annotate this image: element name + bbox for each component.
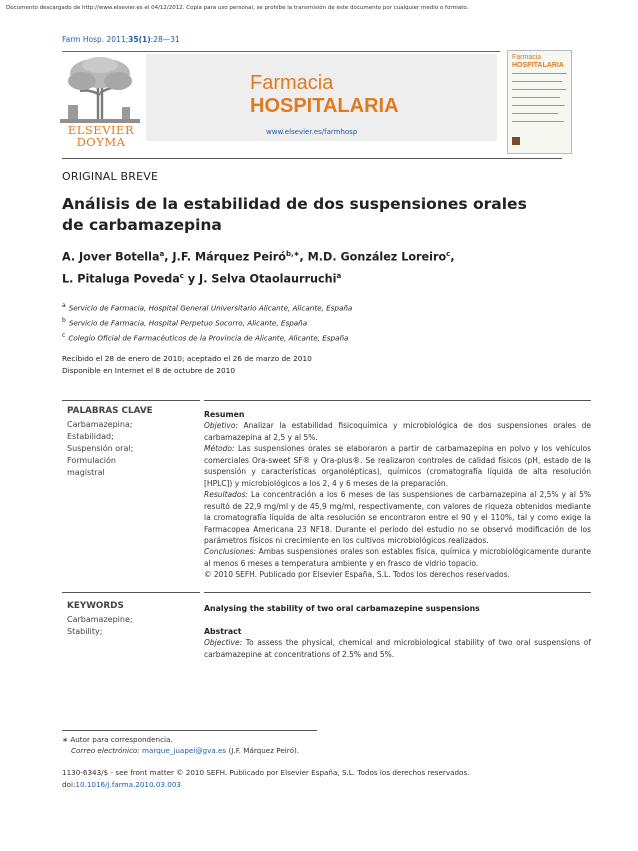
journal-name-line1: Farmacia	[250, 72, 334, 94]
keywords-en-list	[67, 614, 197, 638]
objetivo-label: Objetivo:	[204, 421, 238, 431]
correspondence-footnote	[62, 734, 299, 756]
elsevier-tree-icon	[60, 55, 140, 123]
author-name: M.D. González Loreiro	[307, 250, 447, 264]
author-separator: ,	[299, 250, 308, 264]
resultados-text: La concentración a los 6 meses de las suspensiones de carbamazepina al 2,5% y al 5% resultó de 22,9 mg/ml y de 45,9 mg/ml, respectivamente, con valores de riqueza obtenidos mediante la cromatografía líquida de alta resolución se encontraron entre el 90 y el 110%, tal y como exige la Farmacopea Americana 23 NF18. Durante el período del estudio no se observó modificación de los parámetros físicos ni crecimiento en los cultivos microbiológicos realizados.	[204, 490, 591, 545]
keyword-item: Carbamazepine;	[67, 615, 133, 624]
keywords-en-heading: KEYWORDS	[67, 601, 124, 611]
cover-text-line	[512, 97, 560, 98]
journal-name-line2: HOSPITALARIA	[250, 95, 399, 117]
received-date: Recibido el 28 de enero de 2010; aceptado el 26 de marzo de 2010	[62, 354, 312, 363]
objective-label: Objective:	[204, 638, 243, 648]
footnote-text: Autor para correspondencia.	[70, 735, 173, 744]
keywords-divider	[62, 592, 200, 593]
doi-line	[62, 779, 469, 791]
affiliation-list	[62, 300, 502, 345]
abstract-resultados	[204, 489, 591, 546]
author-affil-mark: c	[446, 250, 451, 258]
keyword-item: Formulación	[67, 456, 116, 465]
publisher-name-line2: DOYMA	[76, 135, 126, 149]
author-separator: y	[183, 272, 200, 286]
email-owner: (J.F. Márquez Peiró).	[228, 746, 300, 755]
abstract-en-title: Analysing the stability of two oral carbamazepine suspensions	[204, 604, 480, 613]
cover-title-line1: Farmacia	[512, 54, 542, 61]
email-label: Correo electrónico:	[71, 746, 140, 755]
cover-text-line	[512, 113, 558, 114]
online-date: Disponible en Internet el 8 de octubre de 2010	[62, 365, 236, 375]
journal-cover-thumbnail	[507, 50, 572, 154]
affiliation-item	[62, 330, 502, 345]
affiliation-text: Servicio de Farmacia, Hospital Perpetuo Socorro, Alicante, España	[68, 318, 308, 328]
doi-link[interactable]: 10.1016/j.farma.2010.03.003	[75, 779, 181, 789]
keywords-es-heading: PALABRAS CLAVE	[67, 406, 153, 416]
footnote-mark: ∗	[62, 735, 69, 744]
conclusiones-text: Ambas suspensiones orales son estables física, química y microbiológicamente durante al menos 6 meses a temperatura ambiente y en frasco de vidrio topacio.	[204, 547, 591, 568]
journal-reference[interactable]	[62, 35, 180, 44]
cover-text-line	[512, 73, 567, 74]
author-name: J. Selva Otaolaurruchi	[199, 272, 337, 286]
cover-text-line	[512, 89, 566, 90]
copyright-line: 1130-6343/$ - see front matter © 2010 SEFH. Publicado por Elsevier España, S.L. Todos los derechos reservados.	[62, 768, 470, 777]
cover-title-line2: HOSPITALARIA	[512, 62, 564, 69]
author-affil-mark: c	[179, 271, 184, 280]
keyword-item: Suspensión oral;	[67, 444, 134, 453]
abstract-en	[204, 626, 591, 660]
abstract-divider	[204, 400, 591, 401]
publisher-name	[62, 124, 140, 148]
author-name: J.F. Márquez Peiró	[172, 250, 286, 264]
author-separator: ,	[164, 250, 173, 264]
article-dates	[62, 353, 312, 376]
affiliation-mark: b	[62, 316, 66, 324]
footnote-email-line	[62, 745, 299, 756]
keyword-item: Carbamazepina;	[67, 420, 133, 429]
article-title: Análisis de la estabilidad de dos suspensiones orales de carbamazepina	[62, 195, 527, 234]
affiliation-text: Colegio Oficial de Farmacéuticos de la Provincia de Alicante, Alicante, España	[68, 333, 349, 343]
journal-ref-volume: 35(1)	[128, 35, 151, 44]
keywords-divider	[62, 400, 200, 401]
abstract-objetivo	[204, 420, 591, 443]
abstract-en-heading: Abstract	[204, 627, 242, 636]
footnote-line	[62, 734, 299, 745]
abstract-es-heading: Resumen	[204, 410, 245, 419]
footnote-divider	[62, 730, 317, 731]
author-affil-mark: a	[159, 250, 165, 258]
masthead-divider	[62, 158, 562, 159]
abstract-objective	[204, 637, 591, 660]
cover-text-line	[512, 105, 565, 106]
keyword-item: magistral	[67, 468, 105, 477]
header-divider	[62, 51, 500, 52]
abstract-es	[204, 409, 591, 581]
article-section: ORIGINAL BREVE	[62, 170, 159, 183]
copyright-footer	[62, 767, 469, 790]
keywords-en	[67, 601, 197, 638]
email-link[interactable]: marque_juapei@gva.es	[142, 746, 227, 755]
affiliation-item	[62, 300, 502, 315]
objective-text: To assess the physical, chemical and microbiological stability of two oral suspensions of carbamazepine at concentrations of 2.5% and 5%.	[204, 638, 591, 659]
abstract-copyright: © 2010 SEFH. Publicado por Elsevier España, S.L. Todos los derechos reservados.	[204, 570, 510, 580]
keyword-item: Estabilidad;	[67, 432, 114, 441]
journal-url-link[interactable]: www.elsevier.es/farmhosp	[266, 128, 358, 136]
keywords-es	[67, 406, 197, 479]
conclusiones-label: Conclusiones:	[204, 547, 256, 557]
abstract-metodo	[204, 443, 591, 489]
author-name: L. Pitaluga Poveda	[62, 272, 180, 286]
publisher-name-line1: ELSEVIER	[67, 123, 135, 137]
metodo-text: Las suspensiones orales se elaboraron a partir de carbamazepina en polvo y los vehículos comerciales Ora-sweet SF® y Ora-plus®. Se realizaron controles de calidad físicos (pH, estado de la suspensión y características organolépticas), químicos (cromatografía líquida de alta resolución [HPLC]) y microbiológicos a los 2, 4 y 6 meses de la preparación.	[204, 444, 591, 488]
doi-label: doi:	[62, 779, 76, 789]
journal-ref-pages: :28—31	[150, 35, 180, 44]
abstract-conclusiones	[204, 546, 591, 569]
author-list	[62, 245, 532, 288]
objetivo-text: Analizar la estabilidad fisicoquímica y microbiológica de dos suspensiones orales de carbamazepina al 2,5 y al 5%.	[204, 421, 592, 442]
cover-publisher-mark	[512, 137, 520, 145]
abstract-divider	[204, 592, 591, 593]
author-affil-mark: a	[336, 271, 342, 280]
cover-text-line	[512, 121, 564, 122]
author-separator: ,	[450, 250, 455, 264]
resultados-label: Resultados:	[204, 490, 248, 500]
download-notice: Documento descargado de http://www.elsevier.es el 04/12/2012. Copia para uso personal, se prohíbe la transmisión de este documento por cualquier medio o formato.	[6, 5, 469, 11]
keywords-es-list	[67, 419, 197, 479]
keyword-item: Stability;	[67, 627, 103, 636]
metodo-label: Método:	[204, 444, 235, 454]
affiliation-item	[62, 315, 502, 330]
author-name: A. Jover Botella	[62, 250, 160, 264]
journal-ref-prefix: Farm Hosp. 2011;	[62, 35, 129, 44]
affiliation-mark: a	[62, 302, 66, 309]
author-affil-mark: b,∗	[285, 250, 300, 258]
affiliation-mark: c	[62, 331, 66, 339]
affiliation-text: Servicio de Farmacia, Hospital General Universitario Alicante, Alicante, España	[68, 303, 353, 313]
cover-text-line	[512, 81, 562, 82]
